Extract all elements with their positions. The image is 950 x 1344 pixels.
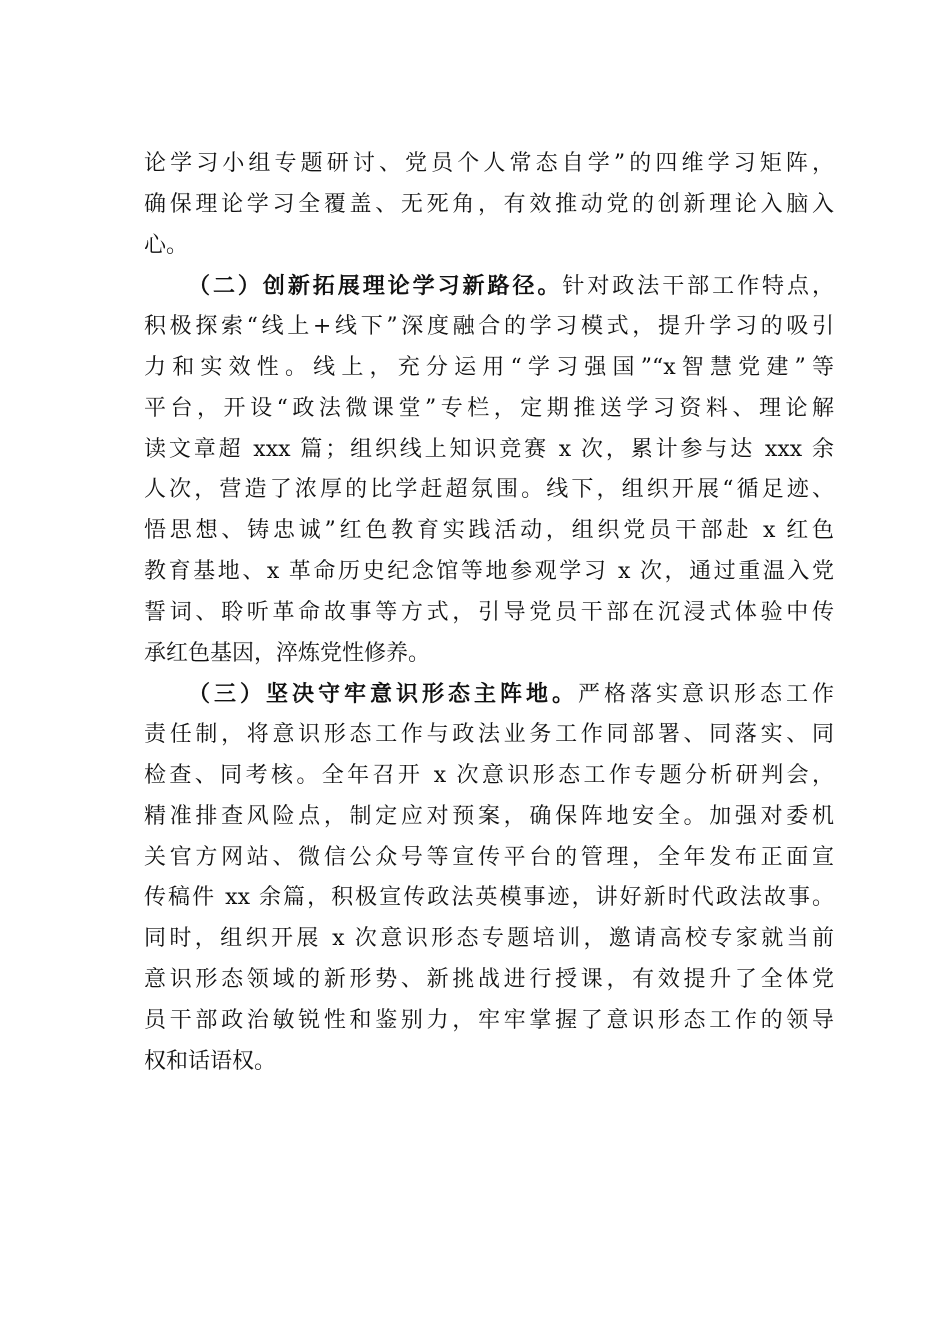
paragraph-line: 人次，营造了浓厚的比学赶超氛围。线下，组织开展“循足迹、 [144,477,834,503]
paragraph-first-line [144,266,834,307]
paragraph-line: 责任制，将意识形态工作与政法业务工作同部署、同落实、同 [144,722,834,748]
paragraph-line: 誓词、聆听革命故事等方式，引导党员干部在沉浸式体验中传 [144,599,834,625]
paragraph-line: 积极探索“线上+线下”深度融合的学习模式，提升学习的吸引 [144,314,834,340]
paragraph-3 [144,674,834,1082]
paragraph-line: 权和话语权。 [144,1048,277,1074]
section-heading-2: （二）创新拓展理论学习新路径。 [188,273,563,300]
paragraph-line: 检查、同考核。全年召开 x 次意识形态工作专题分析研判会， [144,762,834,788]
paragraph-line: 精准排查风险点，制定应对预案，确保阵地安全。加强对委机 [144,803,834,829]
paragraph-line: 员干部政治敏锐性和鉴别力，牢牢掌握了意识形态工作的领导 [144,1007,834,1033]
document-body [144,144,834,1082]
paragraph-text: 严格落实意识形态工作 [577,682,834,708]
paragraph-1 [144,144,834,266]
paragraph-line: 力和实效性。线上，充分运用“学习强国”“x智慧党建”等 [144,354,834,380]
section-heading-3: （三）坚决守牢意识形态主阵地。 [188,681,578,708]
paragraph-line: 意识形态领域的新形势、新挑战进行授课，有效提升了全体党 [144,966,834,992]
paragraph-first-line [144,674,834,715]
paragraph-line: 承红色基因，淬炼党性修养。 [144,640,431,666]
paragraph-line: 传稿件 xx 余篇，积极宣传政法英模事迹，讲好新时代政法故事。 [144,885,834,911]
paragraph-line: 关官方网站、微信公众号等宣传平台的管理，全年发布正面宣 [144,844,834,870]
paragraph-line: 同时，组织开展 x 次意识形态专题培训，邀请高校专家就当前 [144,926,834,952]
paragraph-line: 论学习小组专题研讨、党员个人常态自学”的四维学习矩阵， [144,151,834,176]
paragraph-line: 教育基地、x 革命历史纪念馆等地参观学习 x 次，通过重温入党 [144,558,834,584]
paragraph-line: 心。 [144,232,189,258]
paragraph-line: 悟思想、铸忠诚”红色教育实践活动，组织党员干部赴 x 红色 [144,518,834,544]
paragraph-line: 确保理论学习全覆盖、无死角，有效推动党的创新理论入脑入 [144,191,834,217]
paragraph-2 [144,266,834,674]
paragraph-line: 平台，开设“政法微课堂”专栏，定期推送学习资料、理论解 [144,395,834,421]
paragraph-line: 读文章超 xxx 篇；组织线上知识竞赛 x 次，累计参与达 xxx 余 [144,436,834,462]
paragraph-text: 针对政法干部工作特点， [562,274,834,300]
